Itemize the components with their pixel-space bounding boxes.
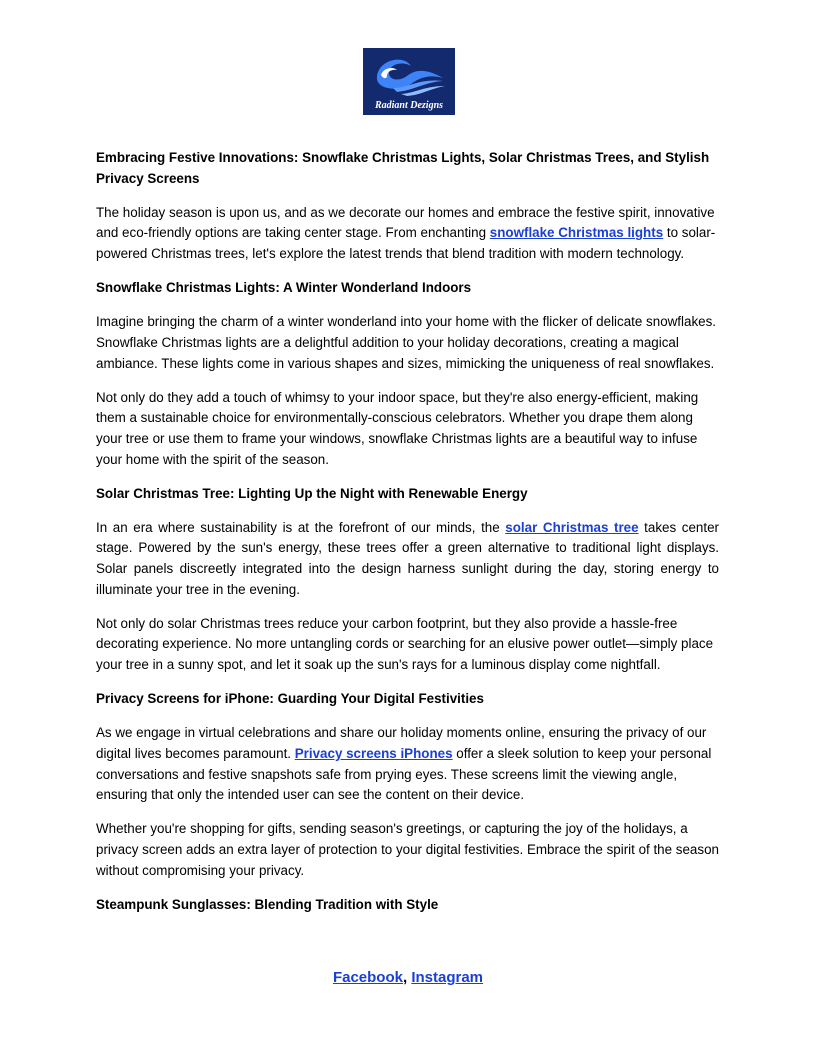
page-title: Embracing Festive Innovations: Snowflake Christmas Lights, Solar Christmas Trees, and Stylish Privacy Screens: [96, 150, 710, 186]
privacy-screens-link[interactable]: Privacy screens iPhones: [294, 746, 453, 761]
solar-text-after: takes center stage. Powered by the sun's energy, these trees offer a green alternative to traditional light displays. Solar panels discreetly integrated into the design harness sunlight during the day, storing energy to illuminate your tree in the evening.: [96, 519, 720, 597]
solar-text-before: In an era where sustainability is at the forefront of our minds, the: [96, 519, 506, 535]
snowflake-lights-link[interactable]: snowflake Christmas lights: [489, 225, 664, 241]
article: [96, 148, 719, 929]
footer-separator: ,: [402, 969, 412, 986]
snowflake-paragraph-1: Imagine bringing the charm of a winter wonderland into your home with the flicker of delicate snowflakes. Snowflake Christmas lights are a delightful addition to your holiday decorations, creating a magical ambiance. These lights come in various shapes and sizes, mimicking the uniqueness of real snowflakes.: [96, 314, 717, 371]
brand-logo: [363, 48, 455, 115]
privacy-paragraph-2: Whether you're shopping for gifts, sending season's greetings, or capturing the joy of the holidays, a privacy screen adds an extra layer of protection to your digital festivities. Embrace the spirit of the season without compromising your privacy.: [96, 821, 719, 878]
facebook-link[interactable]: Facebook: [332, 969, 403, 986]
section-heading-snowflake: Snowflake Christmas Lights: A Winter Wonderland Indoors: [96, 280, 472, 296]
solar-tree-link[interactable]: solar Christmas tree: [505, 519, 639, 535]
section-heading-privacy: Privacy Screens for iPhone: Guarding Your Digital Festivities: [96, 691, 484, 707]
section-heading-steampunk: Steampunk Sunglasses: Blending Tradition with Style: [96, 896, 439, 912]
footer-social-links: [0, 969, 816, 986]
privacy-paragraph-1: [96, 723, 719, 805]
privacy-text-before: As we engage in virtual celebrations and share our holiday moments online, ensuring the privacy of our digital lives becomes paramount.: [96, 725, 707, 761]
wave-logo-icon: [363, 48, 455, 115]
intro-text-after: to solar-powered Christmas trees, let's explore the latest trends that blend tradition with modern technology.: [96, 225, 716, 261]
snowflake-paragraph-2: Not only do they add a touch of whimsy to your indoor space, but they're also energy-efficient, making them a sustainable choice for environmentally-conscious celebrators. Whether you drape them along your tree or use them to frame your windows, snowflake Christmas lights are a beautiful way to infuse your home with the spirit of the season.: [96, 389, 699, 467]
instagram-link[interactable]: Instagram: [411, 969, 484, 986]
privacy-text-after: offer a sleek solution to keep your personal conversations and festive snapshots safe from prying eyes. These screens limit the viewing angle, ensuring that only the intended user can see the content on their device.: [96, 746, 712, 803]
solar-paragraph-1: [96, 518, 719, 600]
solar-paragraph-2: Not only do solar Christmas trees reduce your carbon footprint, but they also provide a hassle-free decorating experience. No more untangling cords or searching for an elusive power outlet—simply place your tree in a sunny spot, and let it soak up the sun's rays for a luminous display come nightfall.: [96, 615, 714, 673]
logo-brand-text: Radiant Dezigns: [374, 100, 444, 111]
section-heading-solar: Solar Christmas Tree: Lighting Up the Night with Renewable Energy: [96, 485, 528, 501]
intro-paragraph: [96, 203, 719, 265]
intro-text-before: The holiday season is upon us, and as we decorate our homes and embrace the festive spirit, innovative and eco-friendly options are taking center stage. From enchanting: [96, 204, 715, 241]
